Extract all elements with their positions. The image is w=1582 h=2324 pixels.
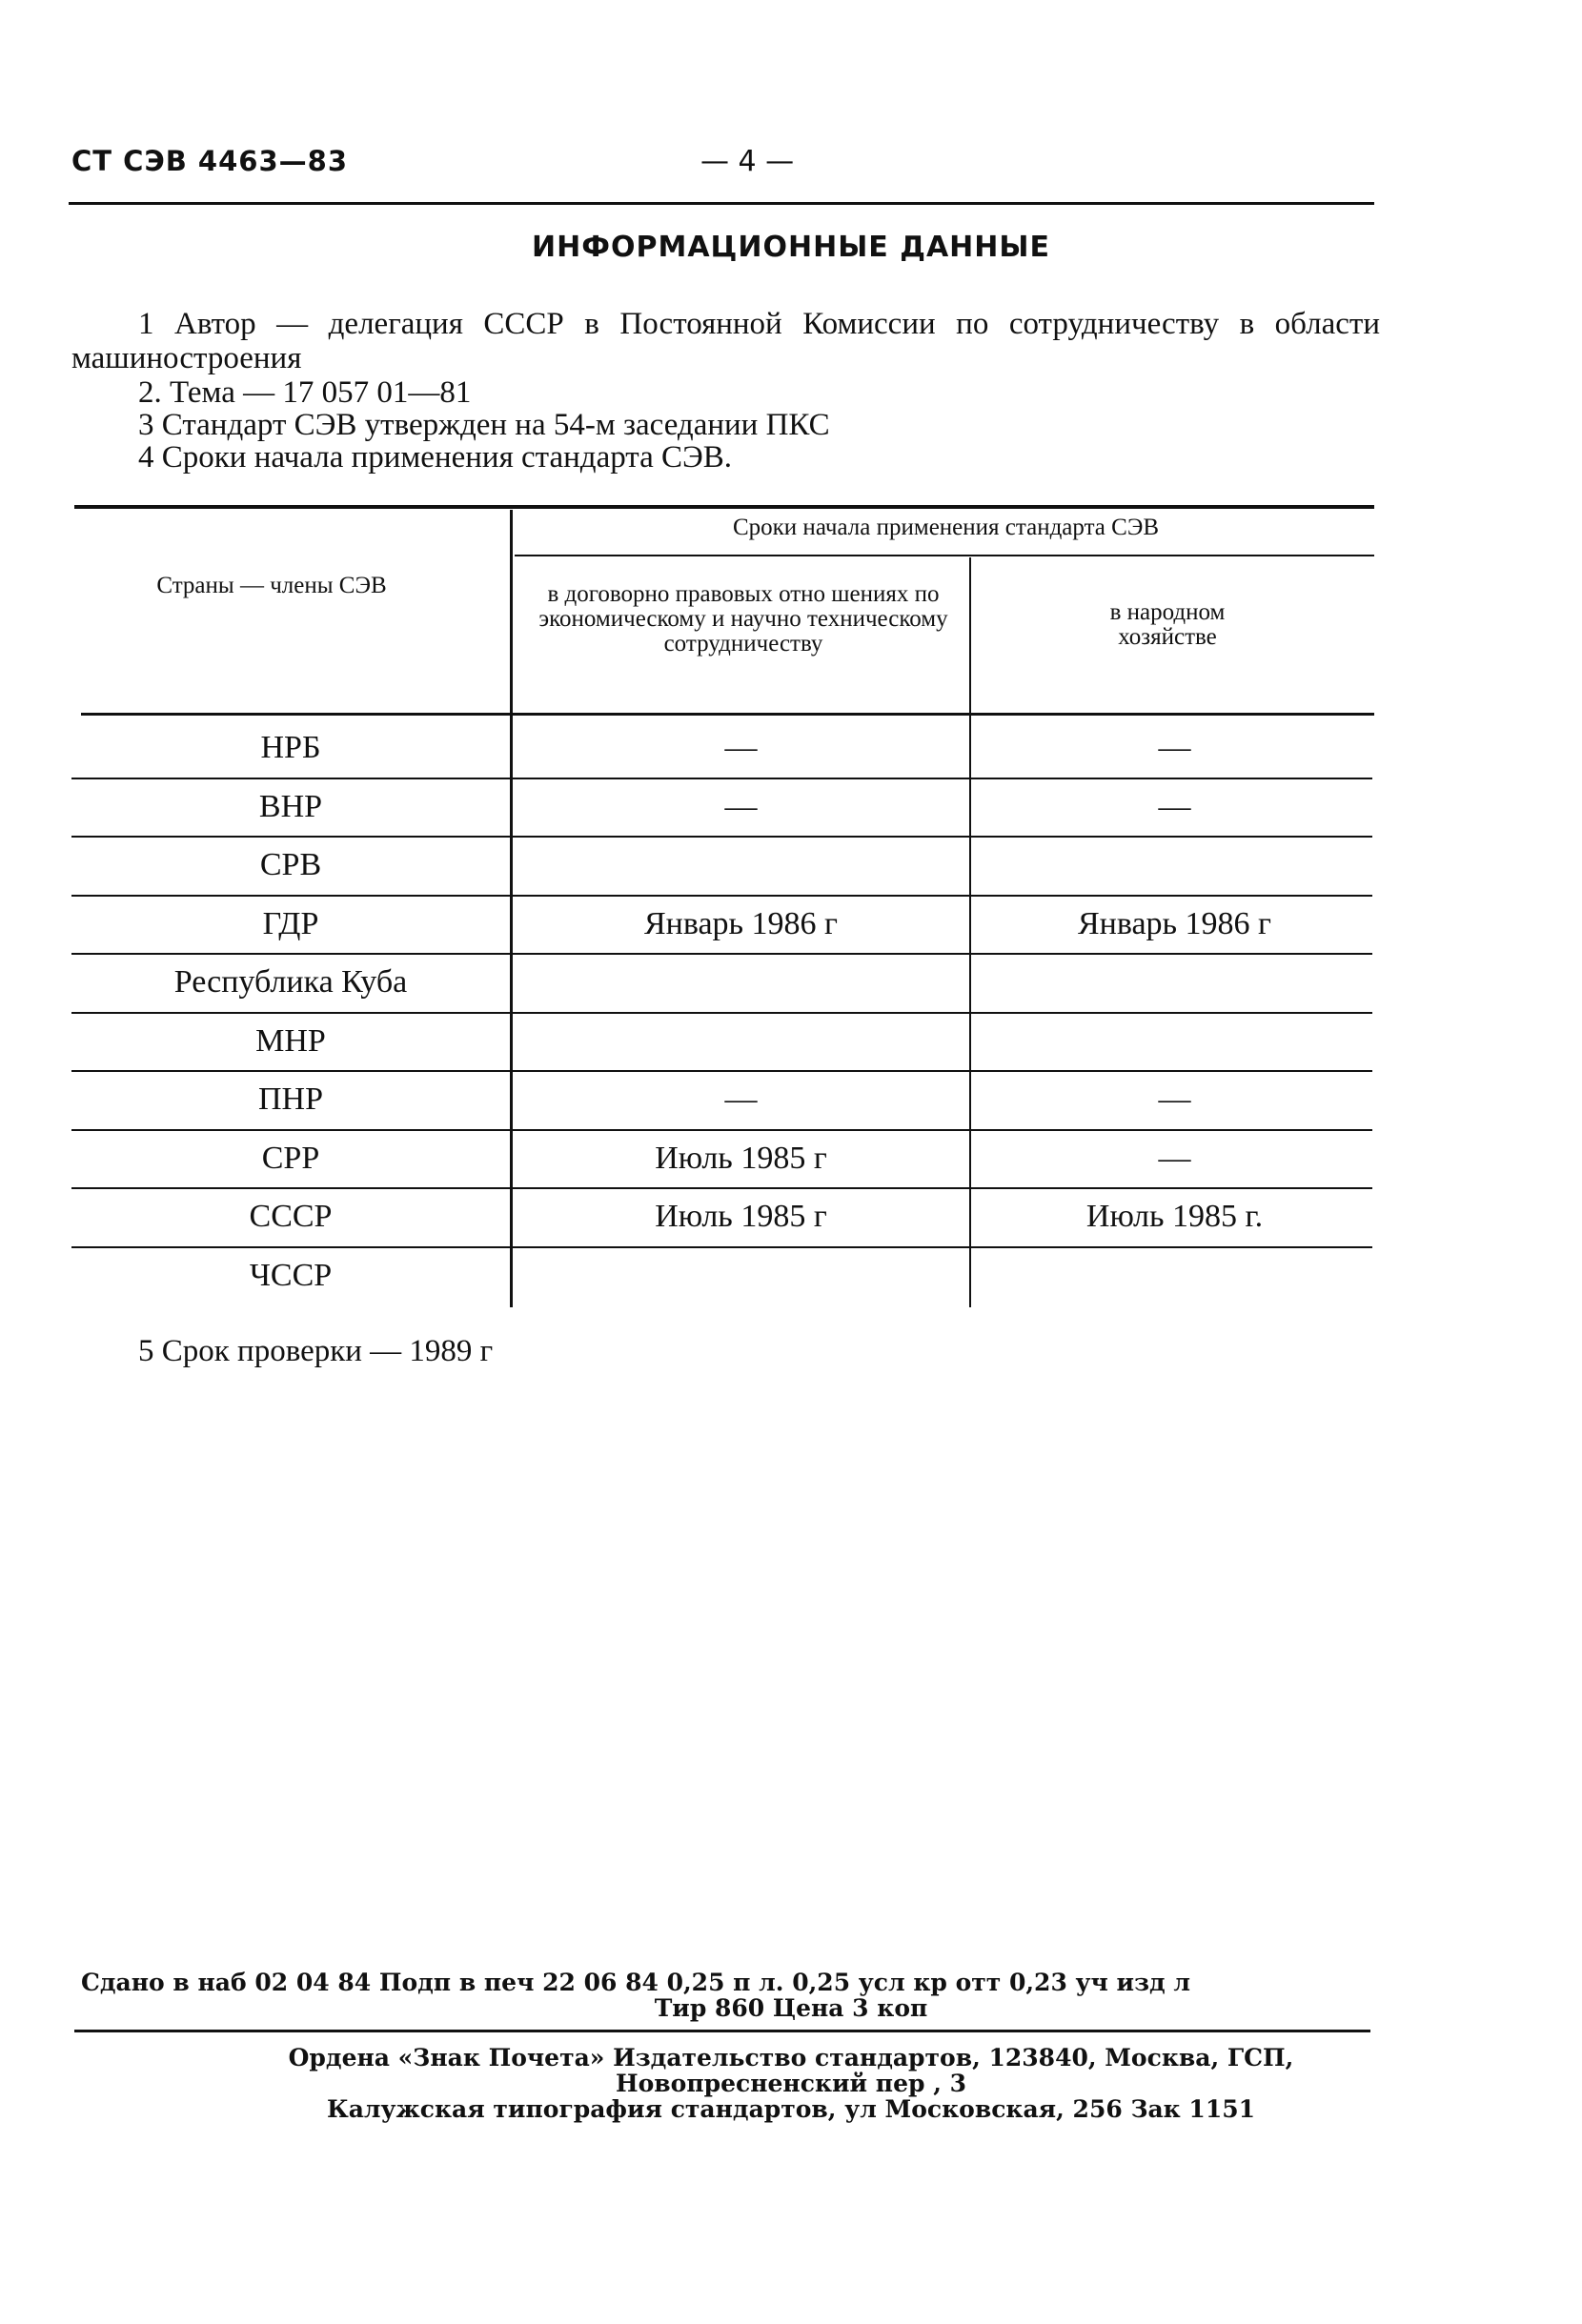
row-divider — [71, 1070, 1372, 1072]
country-cell: ГДР — [262, 905, 319, 941]
header-economy: в народном хозяйстве — [1109, 599, 1226, 650]
publisher-line-2: Новопресненский пер , 3 — [615, 2070, 966, 2097]
info-item-4: 4 Сроки начала применения стандарта СЭВ. — [138, 440, 733, 475]
country-cell: Республика Куба — [173, 964, 408, 1000]
economy-date-cell: — — [1158, 1081, 1191, 1117]
row-divider — [71, 778, 1372, 779]
document-code: СТ СЭВ 4463—83 — [71, 145, 348, 177]
country-cell: СРР — [261, 1140, 320, 1176]
imprint-line-1: Сдано в наб 02 04 84 Подп в печ 22 06 84 0,25 п л. 0,25 усл кр отт 0,23 уч изд л — [81, 1969, 1191, 1996]
row-divider — [71, 836, 1372, 838]
country-cell: СССР — [249, 1199, 333, 1234]
country-cell: МНР — [255, 1022, 326, 1059]
info-item-3: 3 Стандарт СЭВ утвержден на 54-м заседании ПКС — [138, 408, 830, 442]
table-top-rule — [74, 505, 1374, 509]
row-divider — [71, 1246, 1372, 1248]
info-item-1: 1 Автор — делегация СССР в Постоянной Комиссии по сотрудничеству в области машиностроения — [71, 307, 1380, 375]
header-countries: Страны — члены СЭВ — [156, 573, 387, 598]
col-divider-2 — [969, 557, 971, 1307]
info-item-5: 5 Срок проверки — 1989 г — [138, 1334, 494, 1368]
country-cell: ЧССР — [249, 1257, 333, 1293]
row-divider — [71, 1129, 1372, 1131]
page-number: — 4 — — [700, 145, 795, 178]
country-cell: НРБ — [260, 730, 321, 765]
page-title: ИНФОРМАЦИОННЫЕ ДАННЫЕ — [532, 231, 1050, 264]
contract-date-cell: Июль 1985 г — [655, 1140, 827, 1176]
country-cell: ПНР — [257, 1081, 324, 1117]
contract-date-cell: Январь 1986 г — [643, 905, 839, 941]
header-group: Сроки начала применения стандарта СЭВ — [732, 515, 1159, 540]
contract-date-cell: — — [724, 730, 758, 765]
economy-date-cell: Январь 1986 г — [1077, 905, 1272, 941]
info-item-2: 2. Тема — 17 057 01—81 — [138, 375, 472, 410]
contract-date-cell: — — [724, 1081, 758, 1117]
footer-rule — [74, 2030, 1370, 2032]
header-rule — [69, 202, 1374, 205]
row-divider — [71, 1012, 1372, 1014]
printer-line: Калужская типография стандартов, ул Московская, 256 Зак 1151 — [326, 2095, 1256, 2123]
economy-date-cell: — — [1158, 788, 1191, 824]
economy-date-cell: — — [1158, 730, 1191, 765]
country-cell: ВНР — [258, 788, 323, 824]
imprint-line-2: Тир 860 Цена 3 коп — [654, 1994, 928, 2022]
group-header-rule — [515, 555, 1374, 556]
header-contract: в договорно правовых отно шениях по экономическому и научно техническому сотрудничеству — [538, 581, 948, 657]
country-cell: СРВ — [259, 847, 322, 882]
header-bottom-rule — [81, 713, 1374, 716]
contract-date-cell: — — [724, 788, 758, 824]
row-divider — [71, 953, 1372, 955]
row-divider — [71, 895, 1372, 897]
publisher-line-1: Ордена «Знак Почета» Издательство стандартов, 123840, Москва, ГСП, — [288, 2044, 1294, 2071]
row-divider — [71, 1187, 1372, 1189]
economy-date-cell: — — [1158, 1140, 1191, 1176]
contract-date-cell: Июль 1985 г — [655, 1199, 827, 1234]
economy-date-cell: Июль 1985 г. — [1085, 1199, 1264, 1234]
